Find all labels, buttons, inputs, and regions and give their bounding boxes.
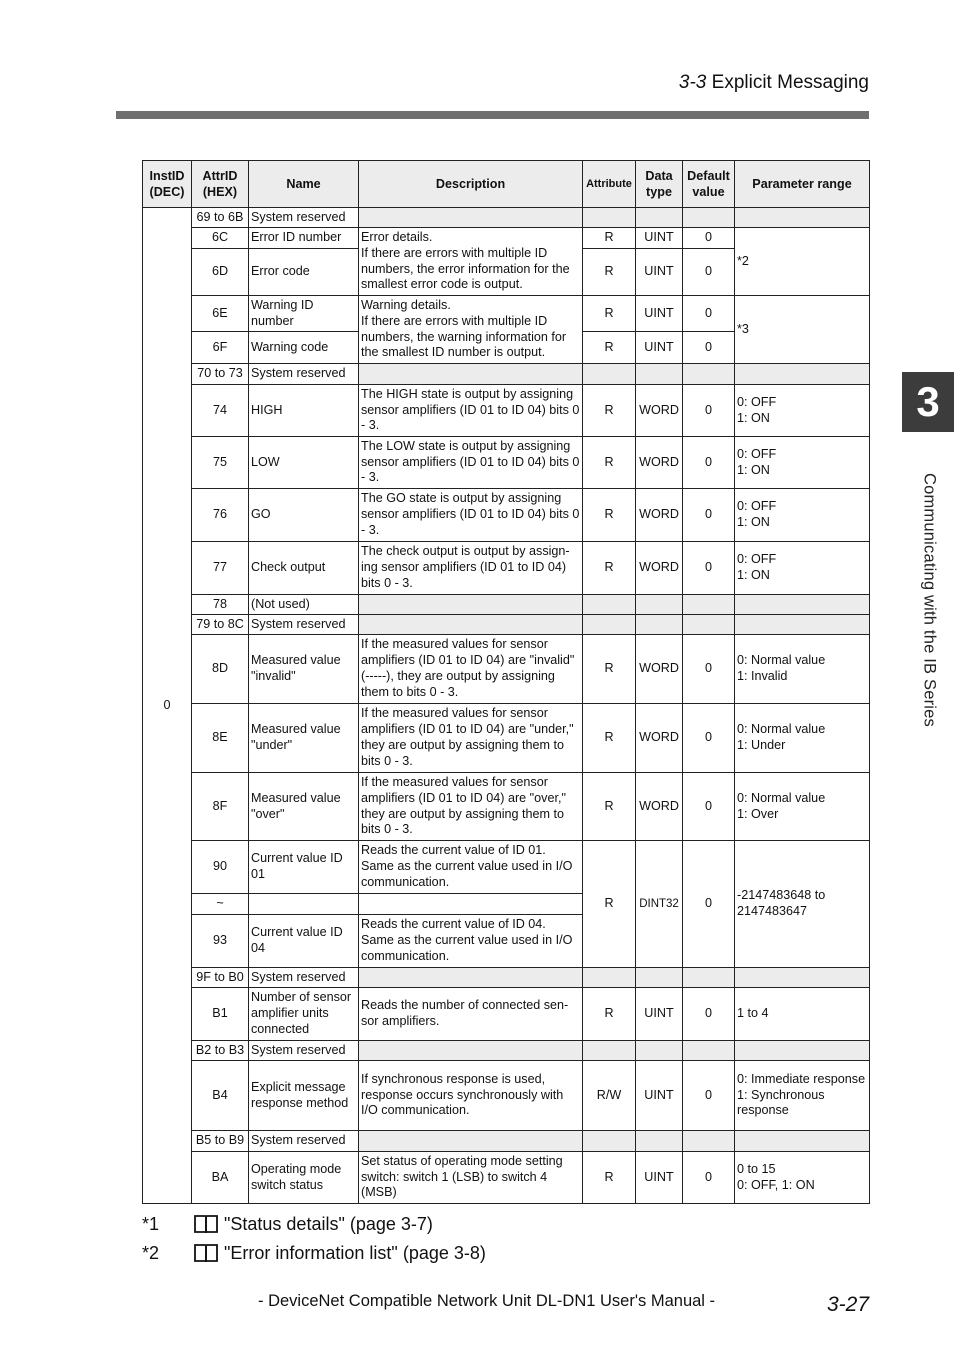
empty-cell	[735, 1041, 870, 1061]
name-cell: Operating mode switch status	[249, 1152, 359, 1204]
footnote-number: *2	[142, 1242, 160, 1263]
attribute-cell: R	[583, 296, 636, 332]
attrid-cell: 77	[192, 542, 249, 595]
table-row	[143, 704, 870, 773]
description-cell: Reads the current value of ID 04. Same as the current value used in I/O communication.	[359, 915, 583, 968]
empty-cell	[683, 1041, 735, 1061]
name-cell: System reserved	[249, 208, 359, 228]
name-cell: System reserved	[249, 1131, 359, 1152]
attribute-cell: R	[583, 228, 636, 249]
footnote-text: "Error information list" (page 3-8)	[224, 1242, 486, 1263]
name-cell: System reserved	[249, 1041, 359, 1061]
name-cell: Current value ID 01	[249, 841, 359, 894]
attrid-cell: 6C	[192, 228, 249, 249]
table-row	[143, 841, 870, 894]
attribute-cell: R	[583, 988, 636, 1041]
name-cell: System reserved	[249, 364, 359, 385]
attrid-cell: B2 to B3	[192, 1041, 249, 1061]
header-attribute: Attribute	[583, 161, 636, 208]
table-row	[143, 489, 870, 542]
empty-cell	[359, 364, 583, 385]
empty-cell	[735, 968, 870, 988]
chapter-tab	[902, 372, 954, 432]
name-cell: (Not used)	[249, 595, 359, 615]
attrid-cell: ~	[192, 894, 249, 915]
name-cell: Measured value "over"	[249, 773, 359, 841]
attrid-cell: B5 to B9	[192, 1131, 249, 1152]
default-value-cell: 0	[683, 228, 735, 249]
attribute-table	[142, 160, 870, 1204]
attrid-cell: 75	[192, 437, 249, 489]
attribute-cell: R	[583, 635, 636, 704]
book-icon	[193, 1213, 219, 1235]
table-row	[143, 228, 870, 249]
section-number: 3-3	[678, 72, 707, 93]
empty-cell	[359, 1131, 583, 1152]
description-cell	[359, 894, 583, 915]
attrid-cell: 74	[192, 385, 249, 437]
attrid-cell: 6D	[192, 249, 249, 296]
name-cell: Check output	[249, 542, 359, 595]
data-type-cell: UINT	[636, 249, 683, 296]
empty-cell	[583, 968, 636, 988]
empty-cell	[636, 968, 683, 988]
default-value-cell: 0	[683, 1152, 735, 1204]
name-cell: Error code	[249, 249, 359, 296]
empty-cell	[735, 615, 870, 635]
name-cell: Number of sensor amplifier units connected	[249, 988, 359, 1041]
header-default-value: Default value	[683, 161, 735, 208]
book-icon	[193, 1242, 219, 1264]
parameter-range-cell: 0: OFF 1: ON	[735, 489, 870, 542]
parameter-range-cell: 0: OFF 1: ON	[735, 542, 870, 595]
attribute-cell: R	[583, 332, 636, 364]
attribute-cell: R	[583, 773, 636, 841]
data-type-cell: WORD	[636, 437, 683, 489]
parameter-range-cell: 0: OFF 1: ON	[735, 385, 870, 437]
section-title: Explicit Messaging	[711, 72, 869, 93]
attrid-cell: 76	[192, 489, 249, 542]
data-type-cell: UINT	[636, 988, 683, 1041]
empty-cell	[359, 208, 583, 228]
attribute-cell: R	[583, 249, 636, 296]
parameter-range-cell: *3	[735, 296, 870, 364]
name-cell: Measured value "under"	[249, 704, 359, 773]
table-row	[143, 1041, 870, 1061]
attrid-cell: 90	[192, 841, 249, 894]
name-cell: GO	[249, 489, 359, 542]
chapter-side-title-text: Communicating with the IB Series	[920, 472, 939, 728]
attrid-cell: 79 to 8C	[192, 615, 249, 635]
header-parameter-range: Parameter range	[735, 161, 870, 208]
empty-cell	[583, 615, 636, 635]
footnote-number: *1	[142, 1213, 160, 1234]
parameter-range-cell: 0: Immediate response 1: Synchronous response	[735, 1061, 870, 1131]
chapter-number: 3	[916, 378, 940, 425]
empty-cell	[735, 208, 870, 228]
table-row	[143, 437, 870, 489]
default-value-cell: 0	[683, 385, 735, 437]
empty-cell	[735, 364, 870, 385]
attribute-cell: R	[583, 542, 636, 595]
name-cell: System reserved	[249, 615, 359, 635]
parameter-range-cell: 0: Normal value 1: Invalid	[735, 635, 870, 704]
data-type-cell: WORD	[636, 773, 683, 841]
table-row	[143, 542, 870, 595]
table-header-row	[143, 161, 870, 208]
empty-cell	[683, 208, 735, 228]
empty-cell	[735, 1131, 870, 1152]
attrid-cell: BA	[192, 1152, 249, 1204]
footnote-2	[142, 1242, 486, 1264]
page-number: 3-27	[826, 1293, 869, 1316]
data-type-cell: WORD	[636, 542, 683, 595]
table-row	[143, 208, 870, 228]
name-cell: Warning code	[249, 332, 359, 364]
table-row	[143, 615, 870, 635]
empty-cell	[683, 595, 735, 615]
table-row	[143, 385, 870, 437]
attrid-cell: B4	[192, 1061, 249, 1131]
default-value-cell: 0	[683, 542, 735, 595]
table-row	[143, 1061, 870, 1131]
table-row	[143, 364, 870, 385]
empty-cell	[583, 1041, 636, 1061]
empty-cell	[359, 595, 583, 615]
section-header	[600, 72, 869, 94]
description-cell: Reads the number of connected sen-sor amplifiers.	[359, 988, 583, 1041]
empty-cell	[583, 364, 636, 385]
attribute-cell: R	[583, 437, 636, 489]
data-type-cell: WORD	[636, 489, 683, 542]
name-cell: Current value ID 04	[249, 915, 359, 968]
empty-cell	[359, 615, 583, 635]
empty-cell	[359, 968, 583, 988]
data-type-cell: UINT	[636, 1061, 683, 1131]
name-cell: Warning ID number	[249, 296, 359, 332]
default-value-cell: 0	[683, 841, 735, 968]
name-cell: Measured value "invalid"	[249, 635, 359, 704]
parameter-range-cell: 0: OFF 1: ON	[735, 437, 870, 489]
data-type-cell: UINT	[636, 296, 683, 332]
attrid-cell: B1	[192, 988, 249, 1041]
description-cell: If the measured values for sensor amplifiers (ID 01 to ID 04) are "over," they are output by assigning them to bits 0 - 3.	[359, 773, 583, 841]
attrid-cell: 6E	[192, 296, 249, 332]
description-cell: Error details. If there are errors with multiple ID numbers, the error information for the smallest error code is output.	[359, 228, 583, 296]
empty-cell	[683, 1131, 735, 1152]
empty-cell	[636, 615, 683, 635]
name-cell: System reserved	[249, 968, 359, 988]
table-row	[143, 595, 870, 615]
attrid-cell: 9F to B0	[192, 968, 249, 988]
default-value-cell: 0	[683, 988, 735, 1041]
data-type-cell: DINT32	[636, 841, 683, 968]
empty-cell	[359, 1041, 583, 1061]
data-type-cell: WORD	[636, 385, 683, 437]
parameter-range-cell: 0: Normal value 1: Over	[735, 773, 870, 841]
parameter-range-cell: *2	[735, 228, 870, 296]
name-cell: LOW	[249, 437, 359, 489]
description-cell: The check output is output by assign-ing sensor amplifiers (ID 01 to ID 04) bits 0 - 3.	[359, 542, 583, 595]
empty-cell	[583, 595, 636, 615]
footnote-text: "Status details" (page 3-7)	[224, 1213, 433, 1234]
default-value-cell: 0	[683, 296, 735, 332]
empty-cell	[583, 1131, 636, 1152]
attrid-cell: 70 to 73	[192, 364, 249, 385]
description-cell: The LOW state is output by assigning sensor amplifiers (ID 01 to ID 04) bits 0 - 3.	[359, 437, 583, 489]
attrid-cell: 69 to 6B	[192, 208, 249, 228]
attrid-cell: 93	[192, 915, 249, 968]
header-attrid: AttrID (HEX)	[192, 161, 249, 208]
table-row	[143, 635, 870, 704]
default-value-cell: 0	[683, 1061, 735, 1131]
parameter-range-cell: 1 to 4	[735, 988, 870, 1041]
table-row	[143, 1131, 870, 1152]
empty-cell	[683, 615, 735, 635]
default-value-cell: 0	[683, 489, 735, 542]
header-description: Description	[359, 161, 583, 208]
attrid-cell: 8E	[192, 704, 249, 773]
name-cell: HIGH	[249, 385, 359, 437]
empty-cell	[683, 968, 735, 988]
description-cell: Set status of operating mode setting switch: switch 1 (LSB) to switch 4 (MSB)	[359, 1152, 583, 1204]
empty-cell	[636, 1041, 683, 1061]
parameter-range-cell: -2147483648 to 2147483647	[735, 841, 870, 968]
attribute-cell: R	[583, 1152, 636, 1204]
data-type-cell: UINT	[636, 1152, 683, 1204]
name-cell: Explicit message response method	[249, 1061, 359, 1131]
footer-title: - DeviceNet Compatible Network Unit DL-DN1 User's Manual -	[258, 1292, 716, 1310]
default-value-cell: 0	[683, 249, 735, 296]
attribute-cell: R	[583, 489, 636, 542]
instid-cell: 0	[143, 208, 192, 1204]
name-cell: Error ID number	[249, 228, 359, 249]
description-cell: The GO state is output by assigning sensor amplifiers (ID 01 to ID 04) bits 0 - 3.	[359, 489, 583, 542]
default-value-cell: 0	[683, 773, 735, 841]
data-type-cell: UINT	[636, 228, 683, 249]
attrid-cell: 8D	[192, 635, 249, 704]
table-row	[143, 773, 870, 841]
header-instid: InstID (DEC)	[143, 161, 192, 208]
description-cell: The HIGH state is output by assigning sensor amplifiers (ID 01 to ID 04) bits 0 - 3.	[359, 385, 583, 437]
attrid-cell: 6F	[192, 332, 249, 364]
attribute-cell: R	[583, 841, 636, 968]
data-type-cell: WORD	[636, 704, 683, 773]
data-type-cell: UINT	[636, 332, 683, 364]
description-cell: If synchronous response is used, response occurs synchronously with I/O communication.	[359, 1061, 583, 1131]
empty-cell	[636, 595, 683, 615]
empty-cell	[735, 595, 870, 615]
empty-cell	[636, 208, 683, 228]
empty-cell	[683, 364, 735, 385]
attribute-cell: R	[583, 704, 636, 773]
default-value-cell: 0	[683, 332, 735, 364]
header-rule	[116, 111, 869, 119]
table-row	[143, 968, 870, 988]
description-cell: If the measured values for sensor amplifiers (ID 01 to ID 04) are "invalid" (-----), they are output by assigning them to bits 0 - 3.	[359, 635, 583, 704]
name-cell	[249, 894, 359, 915]
attrid-cell: 78	[192, 595, 249, 615]
description-cell: If the measured values for sensor amplifiers (ID 01 to ID 04) are "under," they are output by assigning them to bits 0 - 3.	[359, 704, 583, 773]
footnote-1	[142, 1213, 433, 1235]
default-value-cell: 0	[683, 704, 735, 773]
table-row	[143, 1152, 870, 1204]
empty-cell	[583, 208, 636, 228]
attrid-cell: 8F	[192, 773, 249, 841]
default-value-cell: 0	[683, 437, 735, 489]
default-value-cell: 0	[683, 635, 735, 704]
table-row	[143, 296, 870, 332]
empty-cell	[636, 364, 683, 385]
empty-cell	[636, 1131, 683, 1152]
header-data-type: Data type	[636, 161, 683, 208]
parameter-range-cell: 0: Normal value 1: Under	[735, 704, 870, 773]
attribute-cell: R	[583, 385, 636, 437]
header-name: Name	[249, 161, 359, 208]
parameter-range-cell: 0 to 15 0: OFF, 1: ON	[735, 1152, 870, 1204]
table-row	[143, 988, 870, 1041]
data-type-cell: WORD	[636, 635, 683, 704]
description-cell: Reads the current value of ID 01. Same as the current value used in I/O communication.	[359, 841, 583, 894]
attribute-cell: R/W	[583, 1061, 636, 1131]
description-cell: Warning details. If there are errors with multiple ID numbers, the warning information for the smallest ID number is output.	[359, 296, 583, 364]
